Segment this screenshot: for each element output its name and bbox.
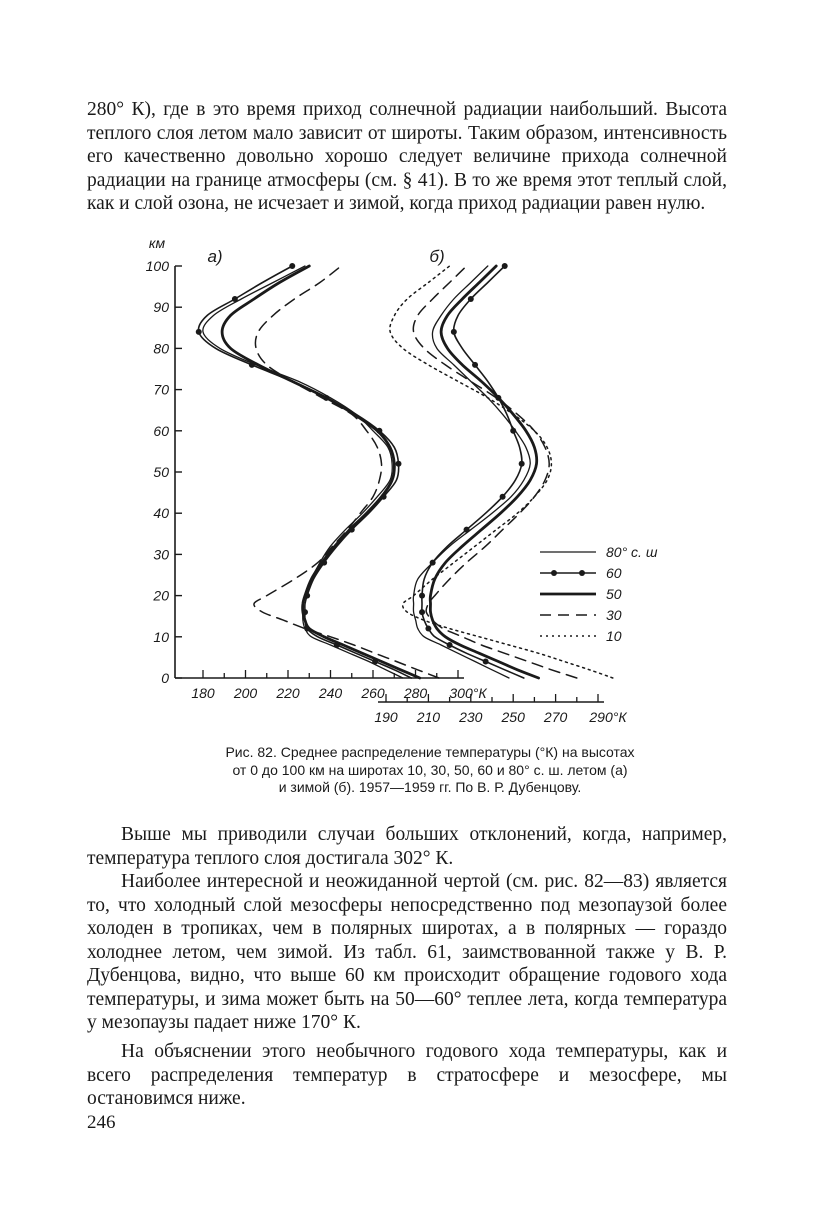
y-tick-label: 20: [153, 587, 169, 604]
data-point: [396, 461, 402, 467]
y-tick-label: 40: [153, 505, 169, 522]
caption-line: и зимой (б). 1957—1959 гг. По В. Р. Дубенцову.: [278, 779, 582, 795]
series-line-50: [222, 266, 420, 678]
data-point: [419, 609, 425, 615]
paragraph-deviations: Выше мы приводили случаи больших отклонений, когда, например, температура теплого слоя достигала 302° К.: [87, 824, 727, 869]
data-point: [196, 329, 202, 335]
data-point: [447, 642, 453, 648]
x-tick-label: 260: [361, 685, 385, 701]
x-tick-label: 200: [233, 685, 258, 701]
y-tick-label: 50: [153, 464, 169, 480]
data-point: [510, 428, 516, 434]
x-tick-label: 300°К: [449, 685, 487, 701]
x-tick-label: 270: [543, 709, 568, 725]
chart-legend: [540, 544, 658, 644]
data-point: [425, 626, 431, 632]
data-point: [519, 461, 525, 467]
legend-label: 60: [606, 565, 622, 581]
legend-label: 10: [606, 628, 622, 644]
data-point: [289, 263, 295, 269]
data-point: [468, 296, 474, 302]
series-line-30: [254, 266, 439, 678]
paragraph-mesosphere: Наиболее интересной и неожиданной чертой (см. рис. 82—83) является то, что холодный слой мезосферы непосредственно под мезопаузой более холоден в тропиках, чем в полярных широтах, а в полярных — гораздо холоднее летом, чем зимой. Из табл. 61, заимствованной также у В. Р. Дубенцова, видно, что выше 60 км происходит обращение годового хода температуры, и зима может быть на 50—60° теплее лета, когда температура у мезопаузы падает ниже 170° К.: [87, 871, 727, 1033]
x-tick-label: 210: [416, 709, 441, 725]
data-point: [451, 329, 457, 335]
y-tick-label: 80: [153, 340, 169, 357]
data-point: [464, 527, 470, 533]
series-line-30: [413, 266, 576, 678]
data-point: [500, 494, 506, 500]
data-point: [232, 296, 238, 302]
x-tick-label: 220: [276, 685, 300, 701]
data-point: [430, 560, 436, 566]
y-tick-label: 70: [153, 381, 169, 398]
data-point: [502, 263, 508, 269]
legend-label: 30: [606, 607, 622, 623]
legend-dot: [551, 570, 557, 576]
data-point: [419, 593, 425, 599]
series-line-50: [430, 266, 538, 678]
y-tick-label: 100: [145, 258, 169, 274]
figure-caption: [150, 744, 710, 797]
x-tick-label: 230: [459, 709, 483, 725]
panel-label: б): [429, 247, 445, 266]
caption-line: от 0 до 100 км на широтах 10, 30, 50, 60 и 80° с. ш. летом (а): [232, 761, 628, 778]
x-tick-label: 190: [374, 709, 398, 725]
y-tick-label: 90: [153, 299, 169, 316]
paragraph-conclusion: На объяснении этого необычного годового хода температуры, как и всего распределения температур в стратосфере и мезосфере, мы остановимся ниже.: [87, 1041, 727, 1109]
y-tick-label: 30: [153, 546, 169, 563]
data-point: [472, 362, 478, 368]
figure-82-temperature-profiles: [0, 230, 838, 730]
y-tick-label: 10: [153, 628, 169, 645]
caption-line: Рис. 82. Среднее распределение температуры (°К) на высотах: [225, 744, 635, 760]
x-tick-label: 180: [191, 685, 215, 701]
x-tick-label: 290°К: [589, 709, 627, 725]
y-tick-label: 60: [153, 422, 169, 439]
panel-label: а): [207, 247, 223, 266]
y-axis-label: км: [148, 235, 166, 251]
y-tick-label: 0: [161, 670, 169, 686]
paragraph-intro: 280° К), где в это время приход солнечной радиации наибольший. Высота теплого слоя летом мало зависит от широты. Таким образом, интенсивность его качественно довольно хорошо следует величине прихода солнечной радиации на границе атмосферы (см. § 41). В то же время этот теплый слой, как и слой озона, не исчезает и зимой, когда приход радиации равен нулю.: [87, 99, 727, 214]
x-tick-label: 280: [403, 685, 428, 701]
legend-label: 80° с. ш: [606, 544, 658, 560]
x-tick-label: 240: [318, 685, 343, 701]
legend-label: 50: [606, 586, 622, 602]
series-line-60: [422, 266, 524, 678]
legend-dot: [579, 570, 585, 576]
x-tick-label: 250: [501, 709, 525, 725]
page-number: 246: [87, 1112, 116, 1133]
data-point: [483, 659, 489, 665]
